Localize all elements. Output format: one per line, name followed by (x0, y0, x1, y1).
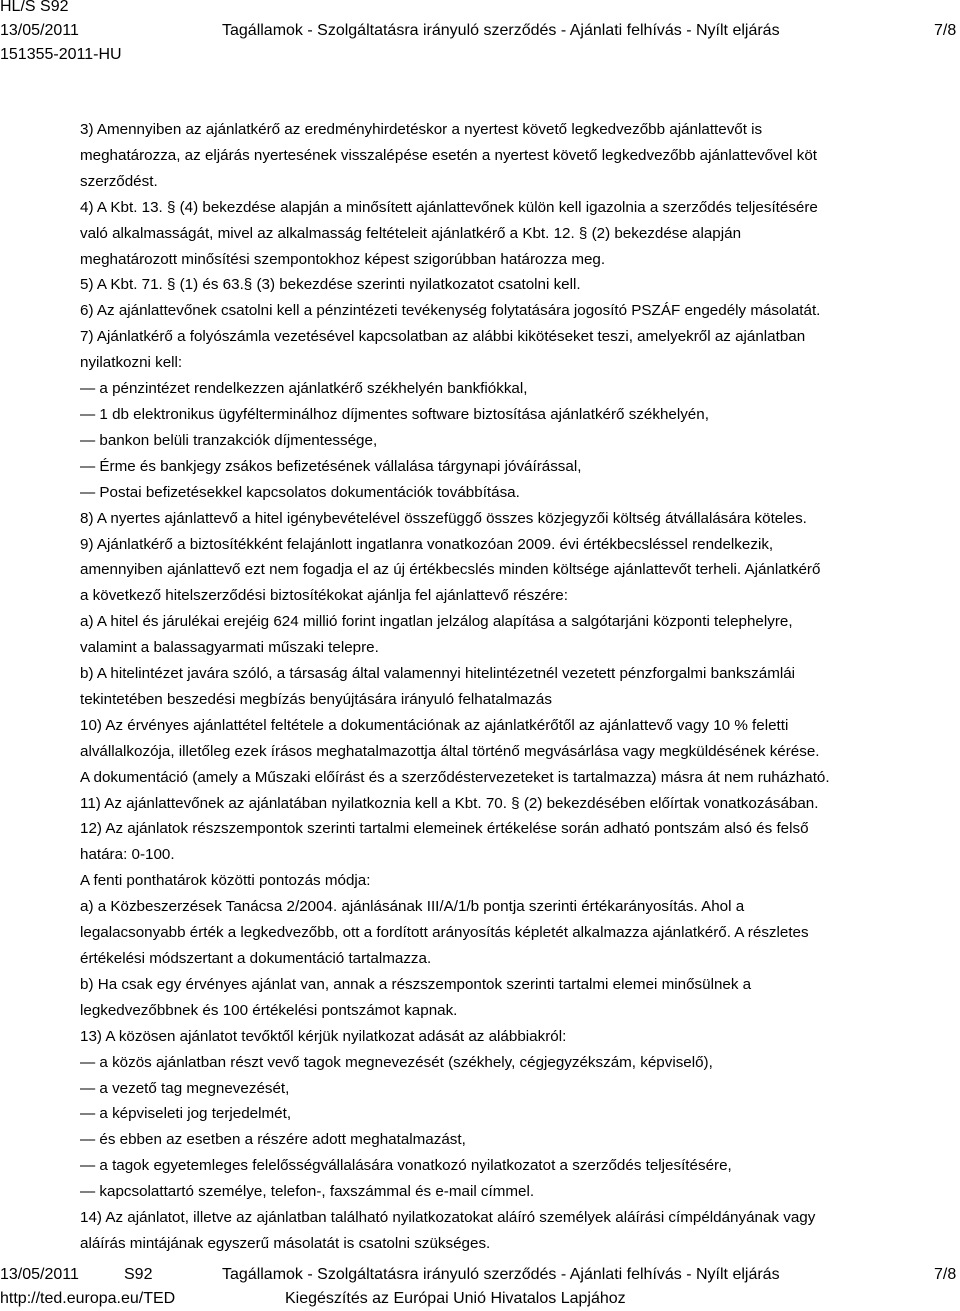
header-row-3 (0, 43, 960, 67)
text-line: — a képviseleti jog terjedelmét, (80, 1105, 292, 1123)
text-line: nyilatkozni kell: (80, 354, 183, 372)
text-line: — kapcsolattartó személye, telefon-, faxszámmal és e-mail címmel. (80, 1183, 535, 1201)
document-body (80, 117, 950, 1257)
text-line: b) A hitelintézet javára szóló, a társaság által valamennyi hitelintézetnél vezetett pénzforgalmi bankszámlái (80, 665, 796, 683)
text-line: — bankon belüli tranzakciók díjmentessége, (80, 431, 378, 449)
text-line: b) Ha csak egy érvényes ajánlat van, annak a részszempontok szerinti tartalmi elemei minősülnek a (80, 975, 752, 993)
text-line: 3) Amennyiben az ajánlatkérő az eredményhirdetéskor a nyertest követő legkedvezőbb ajánlattevőt is (80, 121, 763, 138)
text-line: a) A hitel és járulékai erejéig 624 millió forint ingatlan jelzálog alapítása a salgótarjáni központi telephelyre, (80, 613, 793, 631)
header-date: 13/05/2011 (0, 22, 79, 39)
text-line: 10) Az érvényes ajánlattétel feltétele a dokumentációnak az ajánlatkérőtől az ajánlattevő vagy 10 % feletti (80, 716, 789, 734)
text-line: — a közös ajánlatban részt vevő tagok megnevezését (székhely, cégjegyzékszám, képviselő), (80, 1053, 713, 1071)
text-line: — a tagok egyetemleges felelősségvállalására vonatkozó nyilatkozatot a szerződés teljesítésére, (80, 1157, 732, 1175)
text-line: 13) A közösen ajánlatot tevőktől kérjük nyilatkozat adását az alábbiakról: (80, 1027, 567, 1045)
text-line: 14) Az ajánlatot, illetve az ajánlatban található nyilatkozatokat aláíró személyek aláírási címpéldányának vagy (80, 1209, 816, 1227)
journal-ref: HL/S S92 (0, 0, 69, 15)
text-line: 12) Az ajánlatok részszempontok szerinti tartalmi elemeinek értékelése során adható pontszám alsó és felső (80, 820, 809, 838)
document-id: 151355-2011-HU (0, 46, 122, 63)
text-line: legalacsonyabb érték a legkedvezőbb, ott a fordított arányosítás képletét alkalmazza ajánlatkérő. A részletes (80, 924, 809, 942)
text-line: alvállalkozója, illetőleg ezek írásos meghatalmazottja által történő megvásárlása vagy megküldésének kérése. (80, 742, 820, 760)
text-line: a következő hitelszerződési biztosítékokat ajánlja fel ajánlattevő részére: (80, 587, 568, 605)
header-row-1 (0, 0, 960, 19)
text-line: a) a Közbeszerzések Tanácsa 2/2004. ajánlásának III/A/1/b pontja szerinti értékarányosítás. Ahol a (80, 898, 745, 916)
footer-page-number: 7/8 (934, 1266, 957, 1283)
text-line: való alkalmasságát, mivel az alkalmasság feltételeit ajánlatkérő a Kbt. 12. § (2) bekezdése alapján (80, 224, 742, 242)
text-line: — a pénzintézet rendelkezzen ajánlatkérő székhelyén bankfiókkal, (80, 380, 528, 398)
text-line: 6) Az ajánlattevőnek csatolni kell a pénzintézeti tevékenység folytatására jogosító PSZÁF engedély másolatát. (80, 302, 821, 320)
text-line: meghatározott minősítési szempontokhoz képest szigorúbban határozza meg. (80, 250, 606, 268)
text-line: szerződést. (80, 172, 158, 190)
text-line: 7) Ajánlatkérő a folyószámla vezetésével kapcsolatban az alábbi kikötéseket teszi, amelyekről az ajánlatban (80, 328, 806, 346)
text-line: — és ebben az esetben a részére adott meghatalmazást, (80, 1131, 466, 1149)
text-line: amennyiben ajánlattevő ezt nem fogadja el az új értékbecslés minden költsége ajánlattevőt terheli. Ajánlatkérő (80, 561, 821, 579)
footer-url[interactable]: http://ted.europa.eu/TED (0, 1290, 176, 1307)
text-line: aláírás mintájának egyszerű másolatát is csatolni szükséges. (80, 1234, 491, 1252)
text-line: A dokumentáció (amely a Műszaki előírást és a szerződéstervezeteket is tartalmazza) másra át nem ruházható. (80, 768, 830, 786)
text-line: 11) Az ajánlattevőnek az ajánlatában nyilatkoznia kell a Kbt. 70. § (2) bekezdésében előírtak vonatkozásában. (80, 794, 819, 812)
text-line: — Postai befizetésekkel kapcsolatos dokumentációk továbbítása. (80, 483, 520, 501)
header-title: Tagállamok - Szolgáltatásra irányuló szerződés - Ajánlati felhívás - Nyílt eljárás (222, 22, 780, 39)
text-line: 9) Ajánlatkérő a biztosítékként felajánlott ingatlanra vonatkozóan 2009. évi értékbecsléssel rendelkezik, (80, 535, 774, 553)
text-line: A fenti ponthatárok közötti pontozás módja: (80, 872, 371, 890)
text-line: értékelési módszertant a dokumentáció tartalmazza. (80, 950, 432, 967)
text-line: meghatározza, az eljárás nyertesének visszalépése esetén a nyertest követő legkedvezőbb ajánlattevővel köt (80, 146, 818, 164)
text-line: határa: 0-100. (80, 846, 175, 864)
footer-publisher: Kiegészítés az Európai Unió Hivatalos Lapjához (285, 1290, 626, 1307)
footer-row-1 (0, 1263, 960, 1287)
page-header (0, 0, 960, 67)
text-line: 5) A Kbt. 71. § (1) és 63.§ (3) bekezdése szerinti nyilatkozatot csatolni kell. (80, 276, 581, 294)
footer-title: Tagállamok - Szolgáltatásra irányuló szerződés - Ajánlati felhívás - Nyílt eljárás (222, 1266, 780, 1283)
text-line: valamint a balassagyarmati műszaki telepre. (80, 639, 379, 657)
page-footer (0, 1263, 960, 1311)
footer-date: 13/05/2011 (0, 1266, 79, 1283)
header-page-number: 7/8 (934, 22, 957, 39)
text-line: tekintetében beszedési megbízás benyújtására irányuló felhatalmazás (80, 690, 552, 708)
text-line: — 1 db elektronikus ügyfélterminálhoz díjmentes software biztosítása ajánlatkérő székhelyén, (80, 405, 709, 423)
footer-row-2 (0, 1287, 960, 1311)
text-line: legkedvezőbbnek és 100 értékelési pontszámot kapnak. (80, 1001, 458, 1019)
text-line: — a vezető tag megnevezését, (80, 1079, 290, 1097)
header-row-2 (0, 19, 960, 43)
text-line: 8) A nyertes ajánlattevő a hitel igénybevételével összefüggő összes közjegyzői költség átvállalására köteles. (80, 509, 807, 527)
text-line: — Érme és bankjegy zsákos befizetésének vállalása tárgynapi jóváírással, (80, 457, 582, 475)
footer-series: S92 (124, 1266, 153, 1283)
text-line: 4) A Kbt. 13. § (4) bekezdése alapján a minősített ajánlattevőnek külön kell igazolnia a szerződés teljesítésére (80, 198, 818, 216)
